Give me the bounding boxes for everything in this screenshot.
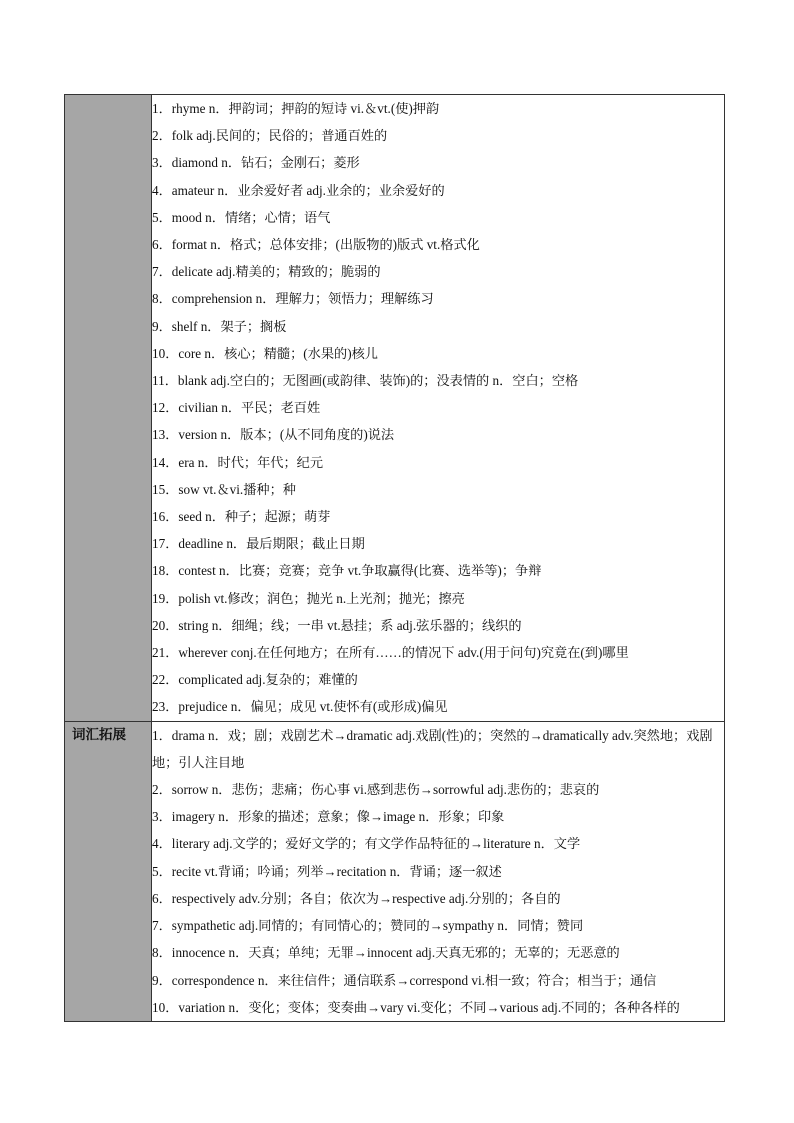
section-label-cell (65, 95, 152, 722)
list-item: 19．polish vt.修改；润色；抛光 n.上光剂；抛光；擦亮 (152, 590, 465, 606)
list-item: 9．shelf n．架子；搁板 (152, 318, 287, 334)
list-item: 22．complicated adj.复杂的；难懂的 (152, 672, 358, 688)
list-item: 13．version n．版本；(从不同角度的)说法 (152, 427, 395, 443)
list-item: 10．core n．核心；精髓；(水果的)核儿 (152, 345, 378, 361)
list-item: 6．respectively adv.分别；各自；依次为→respective adj.分别的；各自的 (152, 890, 561, 906)
list-item: 2．folk adj.民间的；民俗的；普通百姓的 (152, 128, 388, 144)
list-item: 11．blank adj.空白的；无图画(或韵律、装饰)的；没表情的 n．空白；空格 (152, 373, 579, 389)
list-item: 9．correspondence n．来往信件；通信联系→correspond vi.相一致；符合；相当于；通信 (152, 972, 657, 988)
list-item: 5．recite vt.背诵；吟诵；列举→recitation n．背诵；逐一叙述 (152, 863, 502, 879)
list-item: 3．diamond n．钻石；金刚石；菱形 (152, 155, 360, 171)
list-item: 1．rhyme n．押韵词；押韵的短诗 vi.＆vt.(使)押韵 (152, 101, 440, 116)
list-item: 2．sorrow n．悲伤；悲痛；伤心事 vi.感到悲伤→sorrowful adj.悲伤的；悲哀的 (152, 782, 600, 798)
list-item: 4．amateur n．业余爱好者 adj.业余的；业余爱好的 (152, 182, 445, 198)
section-label-cell (65, 721, 152, 1021)
list-item: 7．sympathetic adj.同情的；有同情心的；赞同的→sympathy n．同情；赞同 (152, 918, 584, 934)
table-row-core-words (65, 95, 725, 722)
vocabulary-table (64, 94, 725, 1022)
list-item: 4．literary adj.文学的；爱好文学的；有文学作品特征的→literature n．文学 (152, 836, 581, 852)
section-label (65, 95, 151, 98)
table-row-word-extension (65, 721, 725, 1021)
list-item: 15．sow vt.＆vi.播种；种 (152, 481, 296, 497)
list-item: 7．delicate adj.精美的；精致的；脆弱的 (152, 264, 381, 280)
list-item: 8．innocence n．天真；单纯；无罪→innocent adj.天真无邪的；无辜的；无恶意的 (152, 945, 620, 961)
word-extension-list (152, 722, 724, 1021)
core-words-cell (152, 95, 725, 722)
list-item: 6．format n．格式；总体安排；(出版物的)版式 vt.格式化 (152, 237, 480, 253)
list-item: 12．civilian n．平民；老百姓 (152, 400, 321, 416)
list-item: 1．drama n．戏；剧；戏剧艺术→dramatic adj.戏剧(性)的；突然的→dramatically adv.突然地；戏剧地；引人注目地 (152, 727, 713, 770)
word-extension-cell (152, 721, 725, 1021)
list-item: 23．prejudice n．偏见；成见 vt.使怀有(或形成)偏见 (152, 699, 448, 715)
list-item: 18．contest n．比赛；竞赛；竞争 vt.争取赢得(比赛、选举等)；争辩 (152, 563, 542, 579)
core-words-list (152, 95, 724, 721)
list-item: 14．era n．时代；年代；纪元 (152, 454, 324, 470)
list-item: 3．imagery n．形象的描述；意象；像→image n．形象；印象 (152, 809, 505, 825)
list-item: 17．deadline n．最后期限；截止日期 (152, 536, 365, 552)
list-item: 21．wherever conj.在任何地方；在所有……的情况下 adv.(用于问句)究竟在(到)哪里 (152, 645, 629, 661)
list-item: 20．string n．细绳；线；一串 vt.悬挂；系 adj.弦乐器的；线织的 (152, 617, 522, 633)
list-item: 8．comprehension n．理解力；领悟力；理解练习 (152, 291, 434, 307)
list-item: 10．variation n．变化；变体；变奏曲→vary vi.变化；不同→various adj.不同的；各种各样的 (152, 999, 680, 1015)
list-item: 16．seed n．种子；起源；萌芽 (152, 509, 331, 525)
section-label: 词汇拓展 (72, 726, 126, 743)
list-item: 5．mood n．情绪；心情；语气 (152, 209, 331, 225)
